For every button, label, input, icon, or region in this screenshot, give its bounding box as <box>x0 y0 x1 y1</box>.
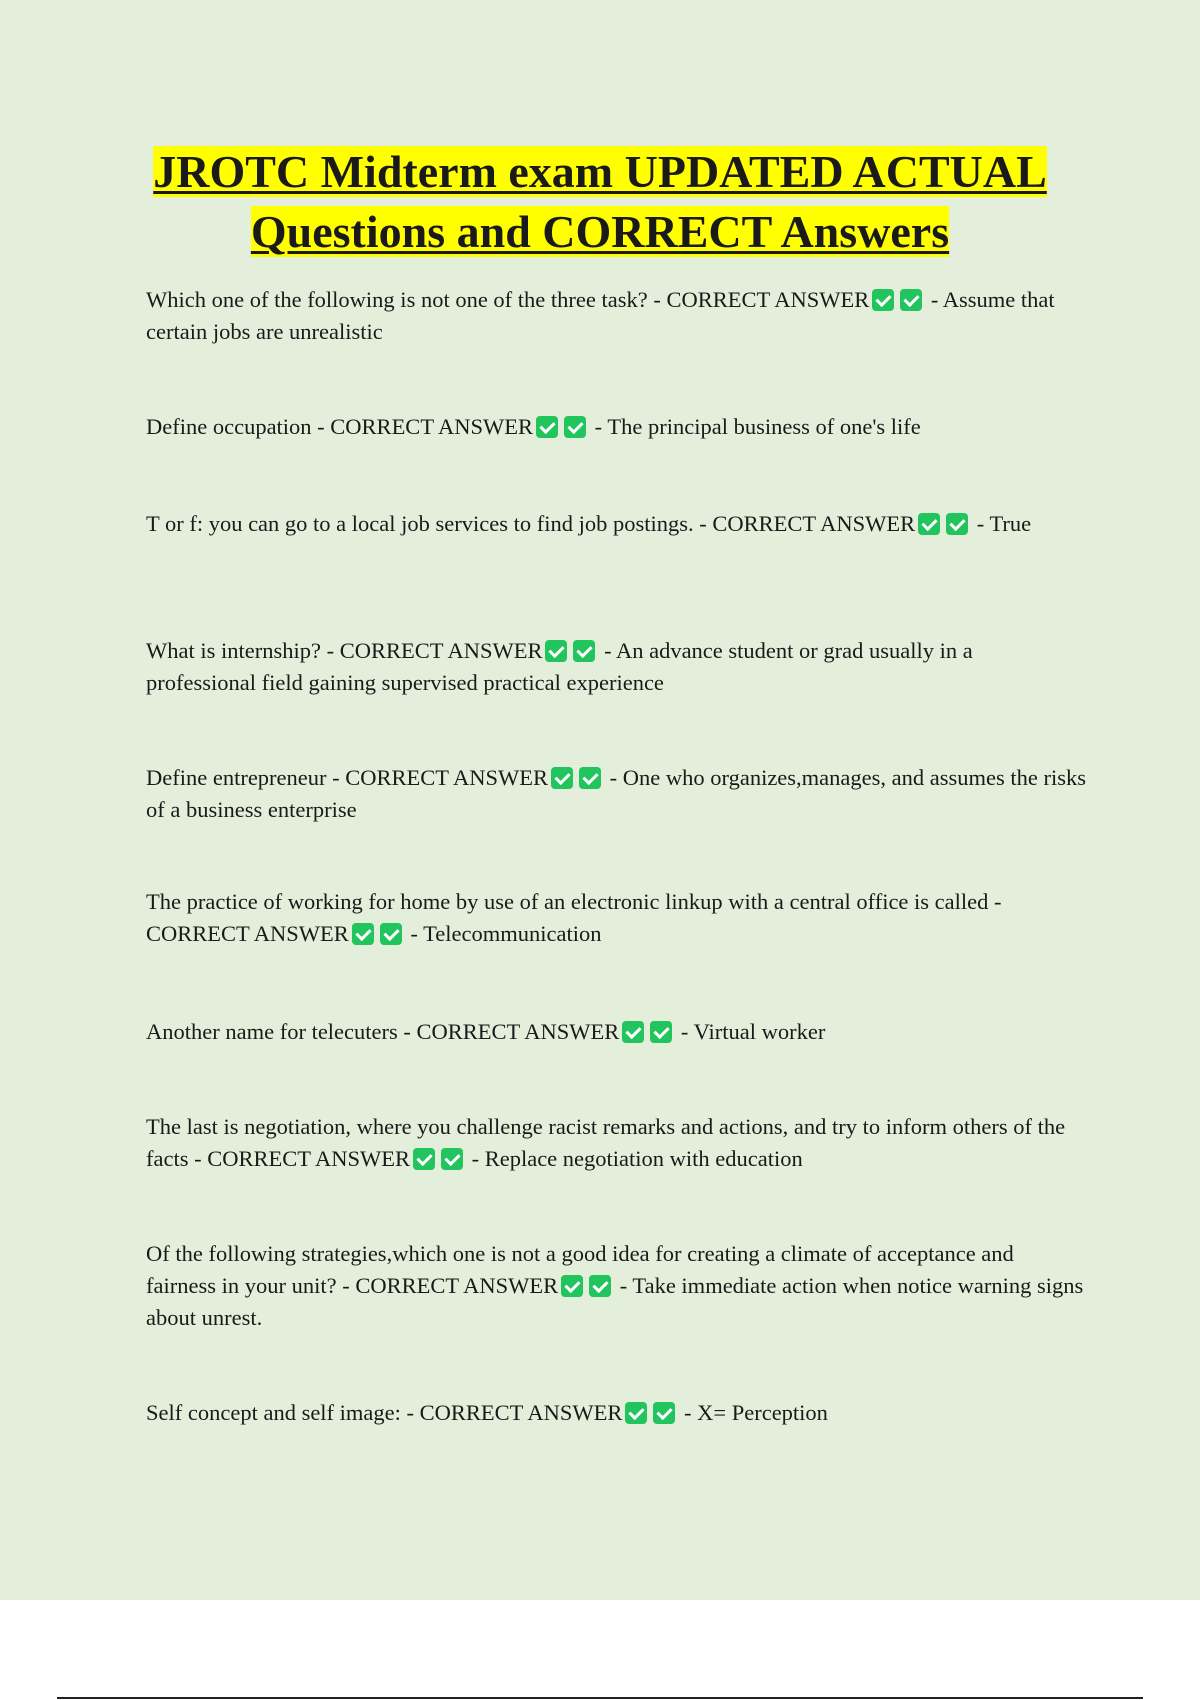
green-check-icon <box>561 1275 583 1297</box>
qa-item-8 <box>146 1111 1086 1175</box>
green-check-icon <box>352 923 374 945</box>
green-check-icon <box>918 513 940 535</box>
green-check-icon <box>900 289 922 311</box>
correct-answer-label: CORRECT ANSWER <box>355 1273 559 1298</box>
answer-text: - The principal business of one's life <box>589 414 921 439</box>
title-line-2: Questions and CORRECT Answers <box>250 206 950 257</box>
qa-item-10 <box>146 1397 1086 1429</box>
question-text: The last is negotiation, where you challenge racist remarks and actions, and try to inform others of the facts - <box>146 1114 1066 1171</box>
answer-text: - Telecommunication <box>404 921 602 946</box>
green-check-icon <box>536 416 558 438</box>
green-check-icon <box>650 1021 672 1043</box>
qa-item-5 <box>146 762 1086 826</box>
footer-divider <box>57 1697 1143 1699</box>
correct-answer-label: CORRECT ANSWER <box>712 511 916 536</box>
question-text: Which one of the following is not one of the three task? - <box>146 287 667 312</box>
green-check-icon <box>441 1148 463 1170</box>
correct-answer-label: CORRECT ANSWER <box>416 1019 620 1044</box>
green-check-icon <box>564 416 586 438</box>
question-text: T or f: you can go to a local job services to find job postings. - <box>146 511 713 536</box>
question-text: Of the following strategies,which one is not a good idea for creating a climate of acceptance and fairness in your unit? - <box>146 1241 1014 1298</box>
qa-item-9 <box>146 1238 1086 1334</box>
qa-item-7 <box>146 1016 1086 1048</box>
question-text: What is internship? - <box>146 638 340 663</box>
correct-answer-label: CORRECT ANSWER <box>419 1400 623 1425</box>
green-check-icon <box>589 1275 611 1297</box>
green-check-icon <box>413 1148 435 1170</box>
green-check-icon <box>579 767 601 789</box>
green-check-icon <box>551 767 573 789</box>
correct-answer-label: CORRECT ANSWER <box>146 921 349 946</box>
correct-answer-label: CORRECT ANSWER <box>345 765 549 790</box>
green-check-icon <box>573 640 595 662</box>
question-text: Define entrepreneur - <box>146 765 346 790</box>
answer-text: - Take immediate action when notice warning signs about unrest. <box>146 1273 1084 1330</box>
green-check-icon <box>872 289 894 311</box>
answer-text: - Virtual worker <box>675 1019 826 1044</box>
title-line-1: JROTC Midterm exam UPDATED ACTUAL <box>153 146 1047 197</box>
document-title <box>0 142 1200 262</box>
green-check-icon <box>622 1021 644 1043</box>
answer-text: - Assume that certain jobs are unrealistic <box>146 287 1055 344</box>
qa-item-3 <box>146 508 1086 540</box>
answer-text: - True <box>971 511 1032 536</box>
answer-text: - One who organizes,manages, and assumes the risks of a business enterprise <box>146 765 1086 822</box>
green-check-icon <box>946 513 968 535</box>
question-text: The practice of working for home by use of an electronic linkup with a central office is called - <box>146 889 1002 914</box>
qa-item-2 <box>146 411 1086 443</box>
question-text: Self concept and self image: - <box>146 1400 420 1425</box>
green-check-icon <box>545 640 567 662</box>
qa-item-4 <box>146 635 1086 699</box>
correct-answer-label: CORRECT ANSWER <box>330 414 534 439</box>
answer-text: - An advance student or grad usually in a professional field gaining supervised practical experience <box>146 638 973 695</box>
answer-text: - X= Perception <box>678 1400 828 1425</box>
correct-answer-label: CORRECT ANSWER <box>339 638 543 663</box>
qa-item-1 <box>146 284 1086 348</box>
green-check-icon <box>380 923 402 945</box>
green-check-icon <box>625 1402 647 1424</box>
question-text: Another name for telecuters - <box>146 1019 417 1044</box>
correct-answer-label: CORRECT ANSWER <box>207 1146 410 1171</box>
answer-text: - Replace negotiation with education <box>465 1146 803 1171</box>
green-check-icon <box>653 1402 675 1424</box>
question-text: Define occupation - <box>146 414 331 439</box>
qa-item-6 <box>146 886 1086 950</box>
correct-answer-label: CORRECT ANSWER <box>666 287 870 312</box>
